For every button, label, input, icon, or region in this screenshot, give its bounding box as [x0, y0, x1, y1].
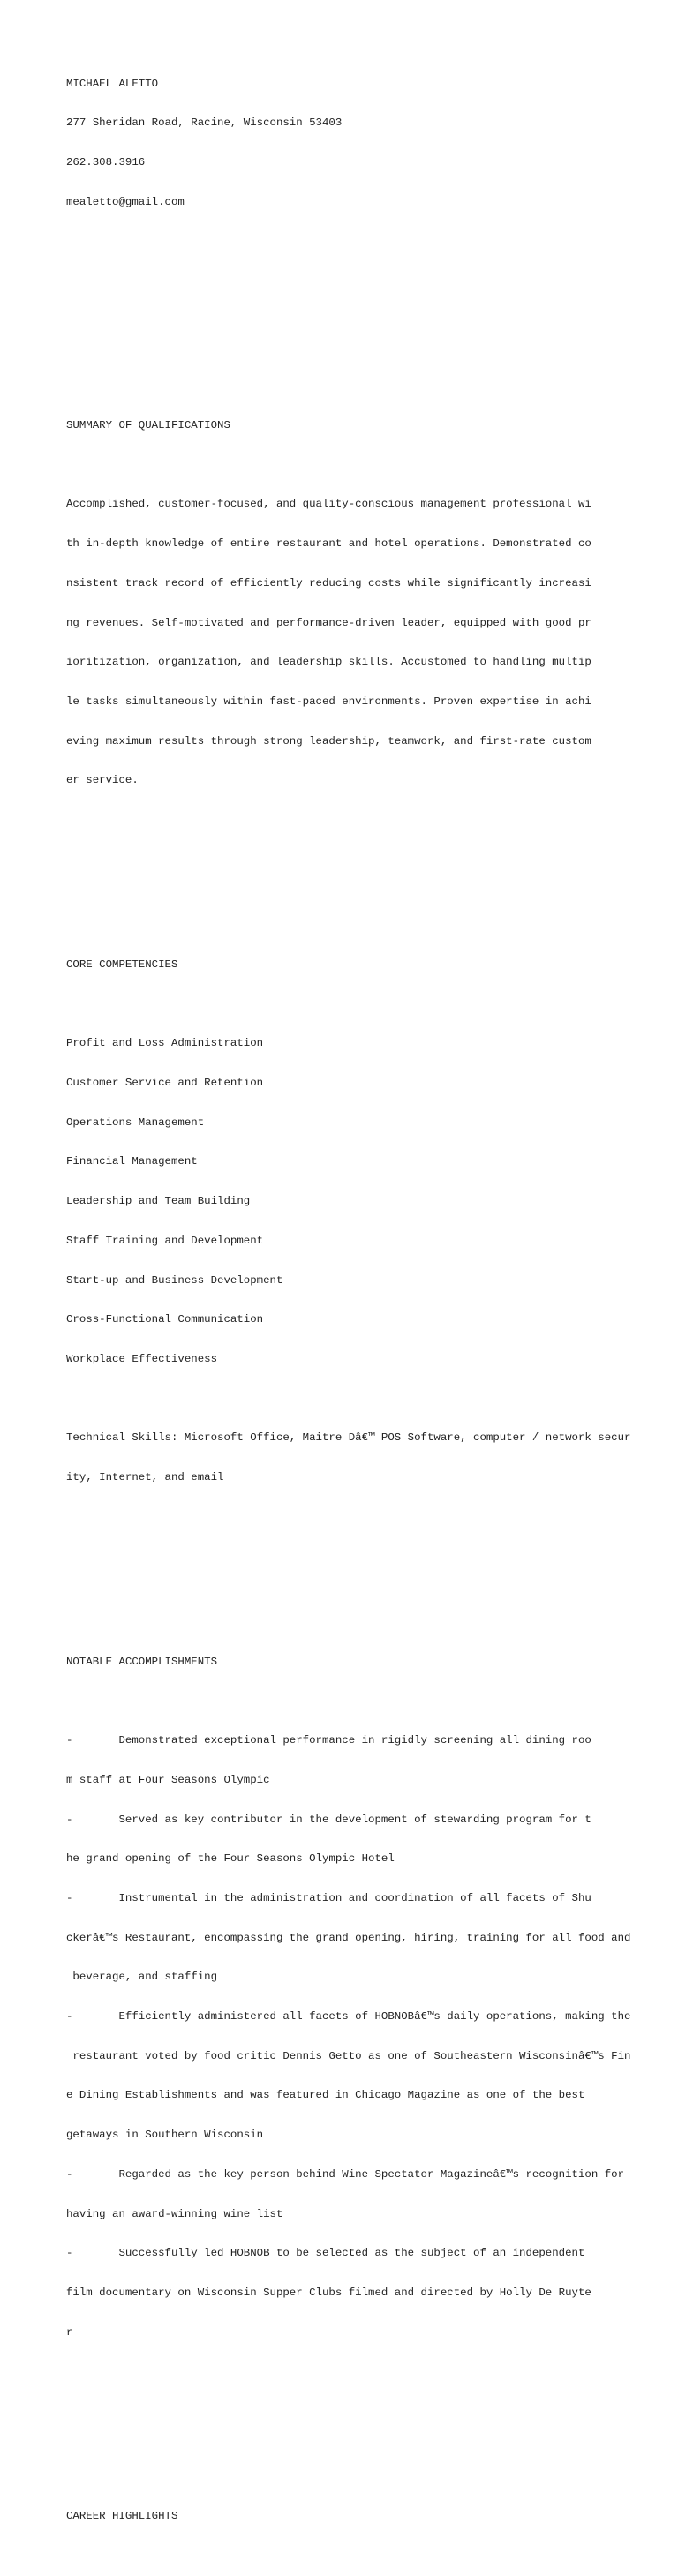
accomplishment-line: having an award-winning wine list — [66, 2207, 283, 2220]
career-section — [66, 2484, 640, 2550]
competency-item: Staff Training and Development — [66, 1234, 264, 1247]
summary-line: ng revenues. Self-motivated and performance-driven leader, equipped with good pr — [66, 616, 591, 629]
competency-item: Cross-Functional Communication — [66, 1313, 264, 1326]
accomplishment-line: r — [66, 2325, 73, 2339]
summary-section — [66, 393, 640, 814]
accomplishment-line: m staff at Four Seasons Olympic — [66, 1773, 270, 1786]
accomplishment-line: ckerâ€™s Restaurant, encompassing the grand opening, hiring, training for all food and — [66, 1931, 631, 1944]
resume-page — [66, 11, 640, 2576]
summary-line: th in-depth knowledge of entire restaurant and hotel operations. Demonstrated co — [66, 537, 591, 551]
accomplishment-line: getaways in Southern Wisconsin — [66, 2129, 264, 2142]
email-address: mealetto@gmail.com — [66, 195, 185, 208]
summary-line: ioritization, organization, and leadership skills. Accustomed to handling multip — [66, 656, 591, 669]
accomplishment-line: - Instrumental in the administration and coordination of all facets of Shu — [66, 1891, 591, 1904]
accomplishment-line: beverage, and staffing — [66, 1971, 218, 1984]
phone-number: 262.308.3916 — [66, 155, 146, 169]
competency-item: Start-up and Business Development — [66, 1273, 283, 1287]
summary-line: er service. — [66, 774, 139, 787]
competency-item: Operations Management — [66, 1115, 205, 1129]
accomplishment-line: - Efficiently administered all facets of HOBNOBâ€™s daily operations, making the — [66, 2010, 631, 2024]
technical-skills-line: ity, Internet, and email — [66, 1471, 224, 1484]
accomplishment-line: restaurant voted by food critic Dennis Getto as one of Southeastern Wisconsinâ€™s Fin — [66, 2049, 631, 2062]
competency-item: Customer Service and Retention — [66, 1077, 264, 1090]
competencies-heading: CORE COMPETENCIES — [66, 958, 178, 971]
summary-line: Accomplished, customer-focused, and quality-conscious management professional wi — [66, 498, 591, 511]
accomplishment-line: - Served as key contributor in the development of stewarding program for t — [66, 1813, 591, 1826]
summary-line: eving maximum results through strong leadership, teamwork, and first-rate custom — [66, 734, 591, 747]
accomplishment-line: film documentary on Wisconsin Supper Clubs filmed and directed by Holly De Ruyte — [66, 2286, 591, 2299]
street-address: 277 Sheridan Road, Racine, Wisconsin 53403 — [66, 116, 343, 130]
accomplishments-heading: NOTABLE ACCOMPLISHMENTS — [66, 1655, 218, 1668]
competency-item: Workplace Effectiveness — [66, 1352, 218, 1365]
summary-line: nsistent track record of efficiently reducing costs while significantly increasi — [66, 576, 591, 590]
accomplishments-section — [66, 1629, 640, 2365]
accomplishment-line: - Demonstrated exceptional performance in rigidly screening all dining roo — [66, 1734, 591, 1747]
summary-heading: SUMMARY OF QUALIFICATIONS — [66, 418, 230, 432]
technical-skills-line: Technical Skills: Microsoft Office, Maitre Dâ€™ POS Software, computer / network secur — [66, 1431, 631, 1445]
summary-line: le tasks simultaneously within fast-paced environments. Proven expertise in achi — [66, 695, 591, 708]
competency-item: Leadership and Team Building — [66, 1195, 251, 1208]
accomplishment-line: he grand opening of the Four Seasons Olympic Hotel — [66, 1852, 395, 1866]
applicant-name: MICHAEL ALETTO — [66, 77, 159, 90]
accomplishment-line: e Dining Establishments and was featured in Chicago Magazine as one of the best — [66, 2089, 585, 2102]
accomplishment-line: - Successfully led HOBNOB to be selected as the subject of an independent — [66, 2247, 585, 2260]
competency-item: Financial Management — [66, 1155, 198, 1168]
accomplishment-line: - Regarded as the key person behind Wine Spectator Magazineâ€™s recognition for — [66, 2167, 625, 2181]
competency-item: Profit and Loss Administration — [66, 1037, 264, 1050]
contact-block — [66, 51, 640, 236]
competencies-section — [66, 932, 640, 1511]
career-heading: CAREER HIGHLIGHTS — [66, 2510, 178, 2523]
